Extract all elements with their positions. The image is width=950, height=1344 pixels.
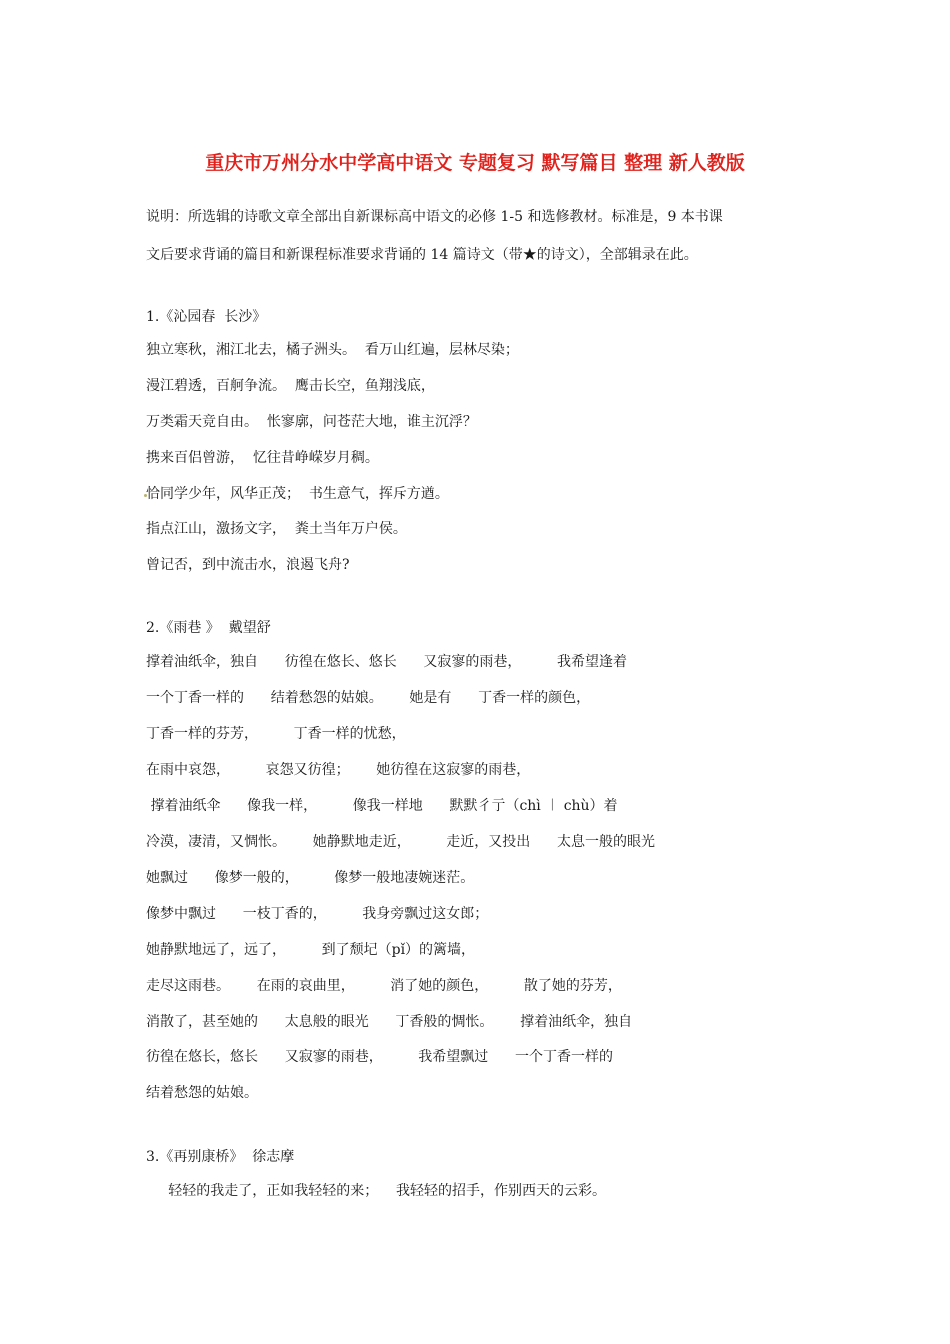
section-1-heading: 1.《沁园春 长沙》 (146, 309, 267, 325)
poem-line: 指点江山，激扬文字， 粪土当年万户侯。 (146, 521, 407, 537)
section-2-heading: 2.《雨巷 》 戴望舒 (146, 620, 271, 636)
poem-line: 走尽这雨巷。 在雨的哀曲里， 消了她的颜色， 散了她的芬芳， (146, 978, 622, 994)
section-3-heading: 3.《再别康桥》 徐志摩 (146, 1149, 295, 1165)
intro-line-2: 文后要求背诵的篇目和新课程标准要求背诵的 14 篇诗文（带★的诗文），全部辑录在此。 (146, 247, 698, 263)
poem-line: 一个丁香一样的 结着愁怨的姑娘。 她是有 丁香一样的颜色， (146, 690, 591, 706)
poem-line: 结着愁怨的姑娘。 (146, 1085, 258, 1101)
poem-line: 她飘过 像梦一般的， 像梦一般地凄婉迷茫。 (146, 870, 475, 886)
poem-line: 丁香一样的芬芳， 丁香一样的忧愁， (146, 726, 406, 742)
poem-line: 恰同学少年，风华正茂； 书生意气，挥斥方遒。 (146, 486, 449, 502)
document-title: 重庆市万州分水中学高中语文 专题复习 默写篇目 整理 新人教版 (205, 152, 745, 174)
poem-line: 独立寒秋，湘江北去，橘子洲头。 看万山红遍，层林尽染； (146, 342, 519, 358)
intro-line-1: 说明：所选辑的诗歌文章全部出自新课标高中语文的必修 1-5 和选修教材。标准是，9 本书课 (146, 209, 723, 225)
poem-line: 彷徨在悠长，悠长 又寂寥的雨巷， 我希望飘过 一个丁香一样的 (146, 1049, 614, 1065)
poem-line: 曾记否，到中流击水，浪遏飞舟? (146, 557, 350, 573)
poem-line: 她静默地远了，远了， 到了颓圮（pǐ）的篱墙， (146, 942, 476, 958)
poem-line: 撑着油纸伞，独自 彷徨在悠长、悠长 又寂寥的雨巷， 我希望逢着 (146, 654, 628, 670)
poem-line: 漫江碧透，百舸争流。 鹰击长空，鱼翔浅底， (146, 378, 435, 394)
poem-line: 像梦中飘过 一枝丁香的， 我身旁飘过这女郎； (146, 906, 489, 922)
poem-line: 撑着油纸伞 像我一样， 像我一样地 默默彳亍（chì ︱ chù）着 (146, 798, 618, 814)
poem-line: 消散了，甚至她的 太息般的眼光 丁香般的惆怅。 撑着油纸伞，独自 (146, 1014, 633, 1030)
poem-line: 携来百侣曾游， 忆往昔峥嵘岁月稠。 (146, 450, 379, 466)
poem-line: 万类霜天竞自由。 怅寥廓，问苍茫大地，谁主沉浮？ (146, 414, 477, 430)
poem-line: 在雨中哀怨， 哀怨又彷徨； 她彷徨在这寂寥的雨巷， (146, 762, 531, 778)
poem-line: 冷漠，凄清，又惆怅。 她静默地走近， 走近，又投出 太息一般的眼光 (146, 834, 656, 850)
poem-line: 轻轻的我走了，正如我轻轻的来； 我轻轻的招手，作别西天的云彩。 (146, 1183, 607, 1199)
